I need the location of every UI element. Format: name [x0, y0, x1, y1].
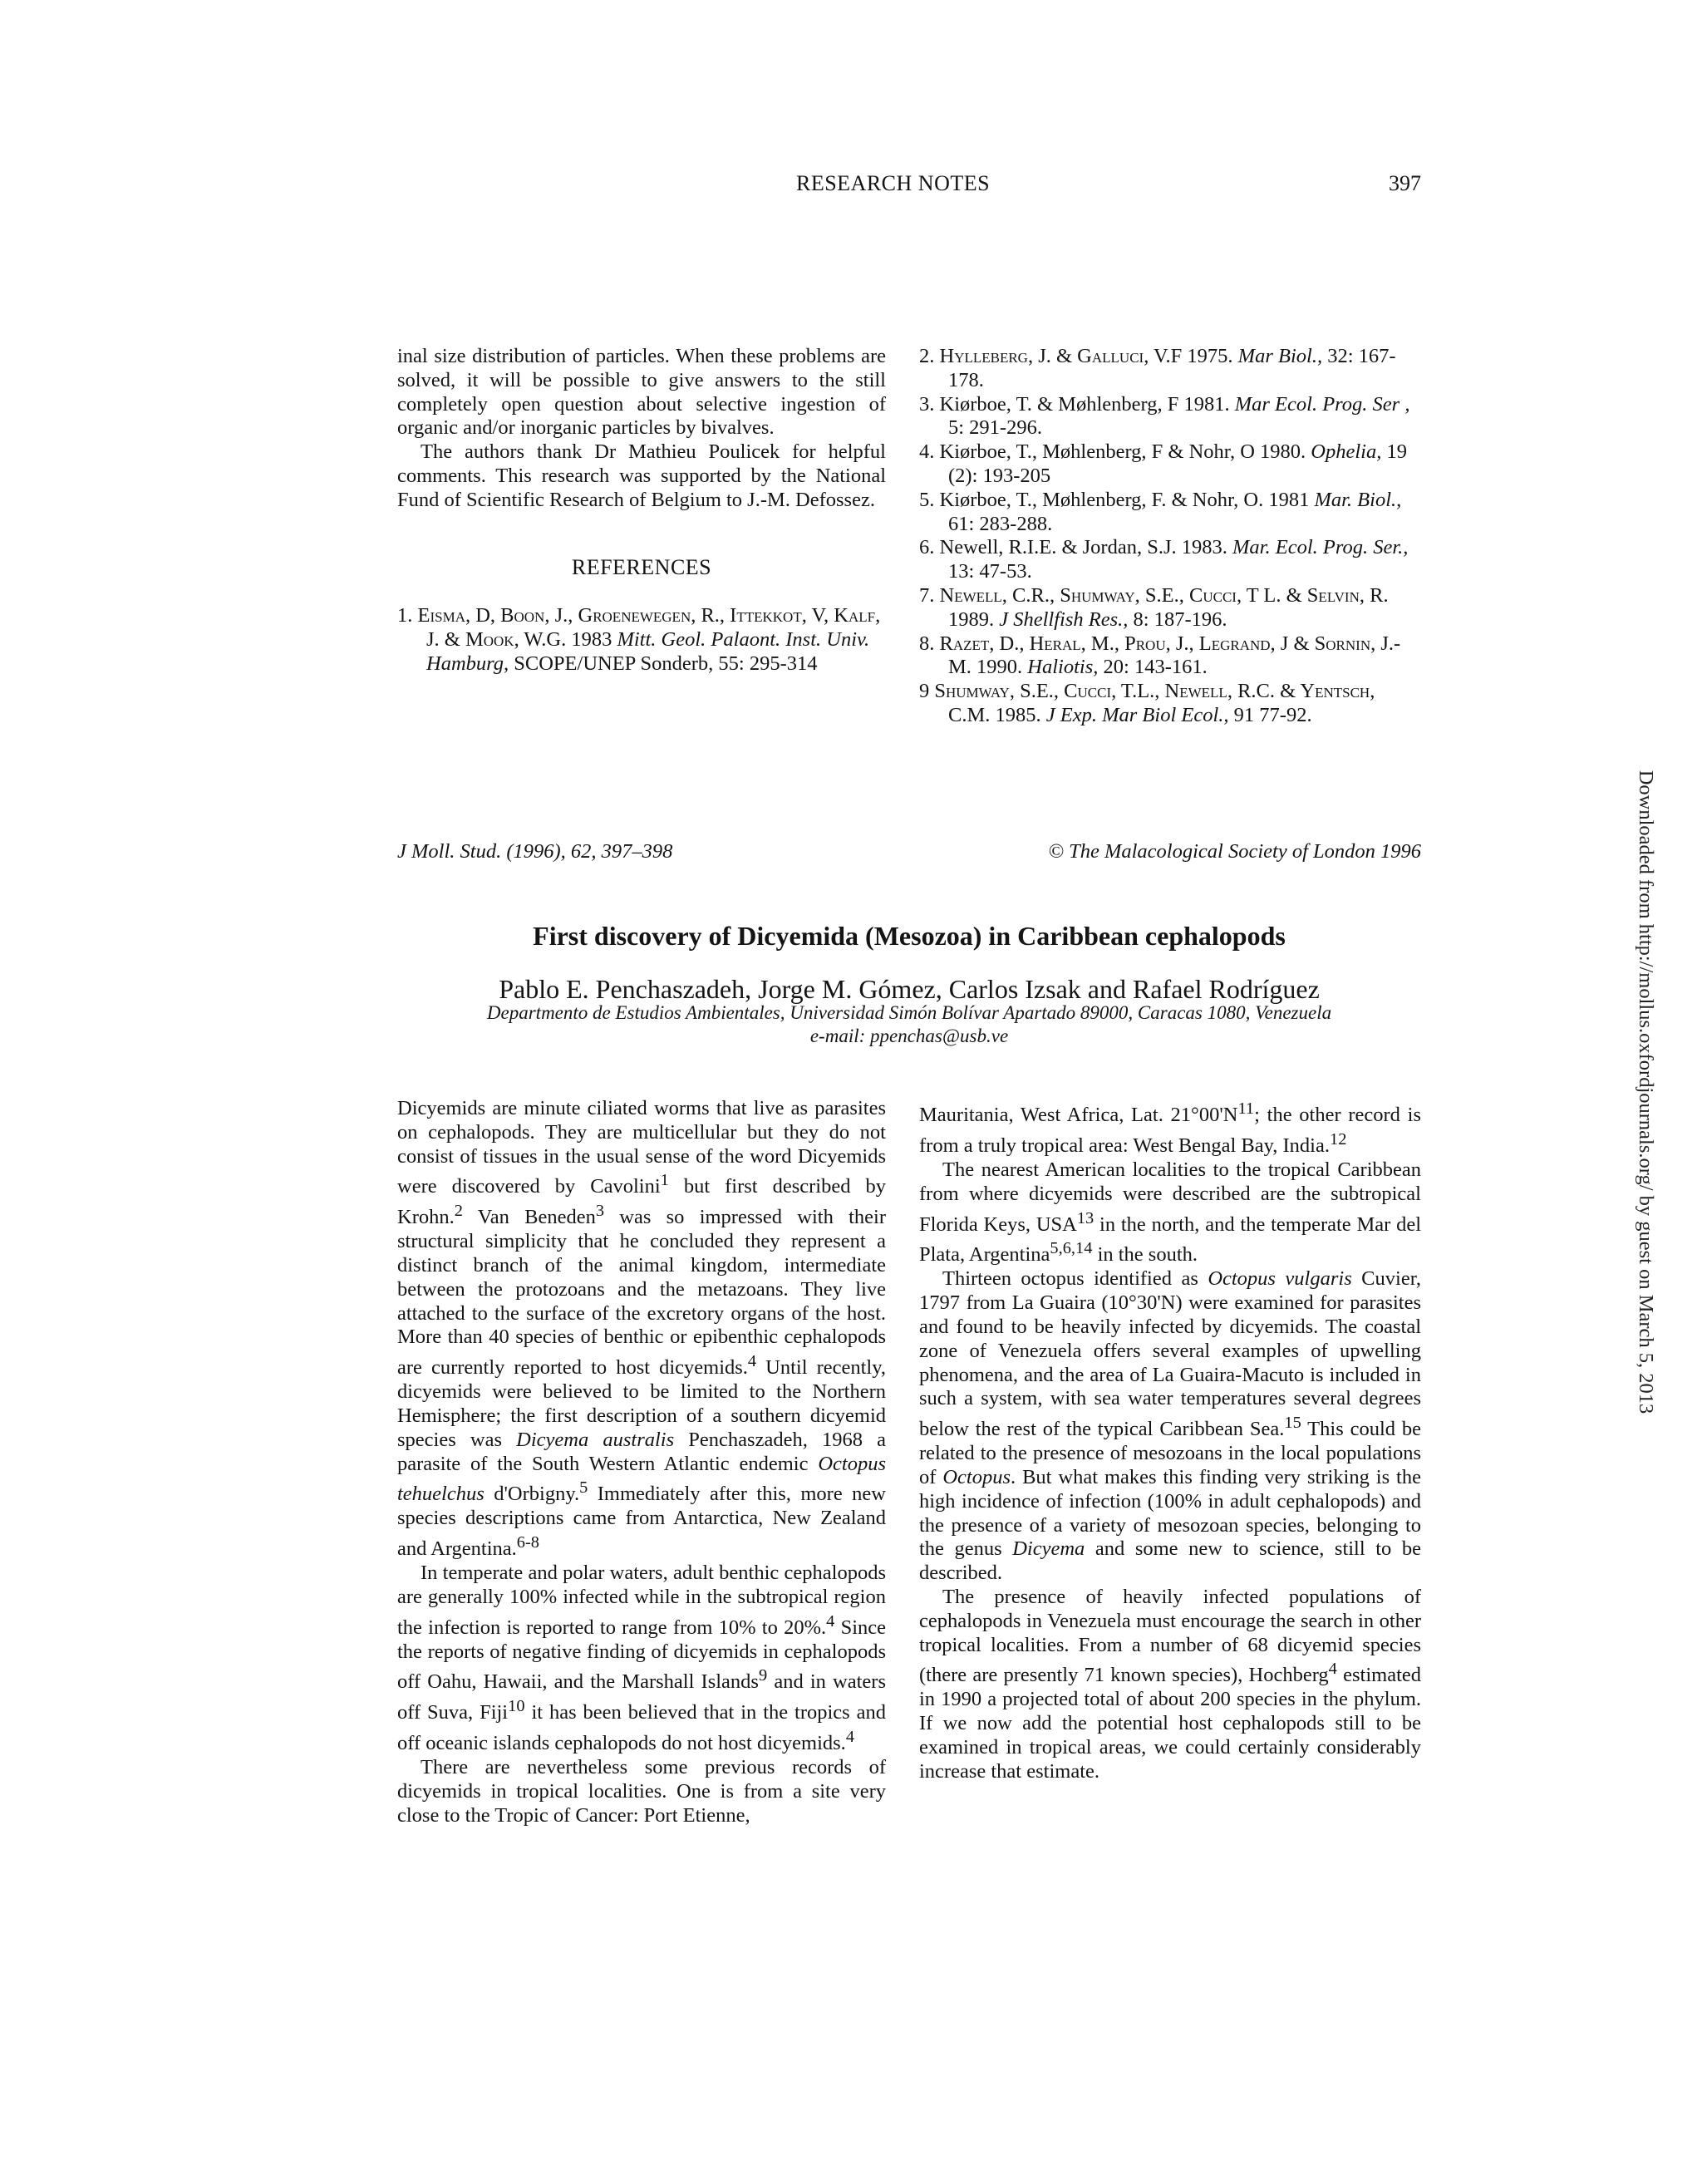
- journal-citation-line: [397, 840, 1421, 865]
- download-watermark-text: Downloaded from http://mollus.oxfordjournals.org/ by guest on March 5, 2013: [1635, 770, 1657, 1414]
- running-head: [397, 171, 1421, 196]
- references-right-column: [919, 345, 1421, 728]
- journal-citation: J Moll. Stud. (1996), 62, 397–398: [397, 840, 673, 863]
- body-paragraph: Thirteen octopus identified as Octopus vulgaris Cuvier, 1797 from La Guaira (10°30'N) were examined for parasites and found to be heavily infected by dicyemids. The coastal zone of Venezuela offers several examples of upwelling phenomena, and the area of La Guaira-Macuto is included in such a system, with sea water temperatures several degrees below the rest of the typical Caribbean Sea.$^{15}$ This could be related to the presence of mesozoans in the local populations of Octopus. But what makes this finding very striking is the high incidence of infection (100% in adult cephalopods) and the presence of a variety of mesozoan species, belonging to the genus Dicyema and some new to science, still to be described.: [919, 1267, 1422, 1585]
- previous-article-paragraph: inal size distribution of particles. When these problems are solved, it will be possible to give answers to the still completely open question about selective ingestion of organic and/or inorganic particles by bivalves.: [397, 345, 886, 440]
- copyright-notice: © The Malacological Society of London 1996: [1048, 840, 1421, 863]
- acknowledgements-paragraph: The authors thank Dr Mathieu Poulicek for helpful comments. This research was supported by the National Fund of Scientific Research of Belgium to J.-M. Defossez.: [397, 440, 886, 511]
- reference-item: 8. Razet, D., Heral, M., Prou, J., Legrand, J & Sornin, J.-M. 1990. Haliotis, 20: 143-161.: [919, 632, 1401, 679]
- page-number: 397: [1389, 171, 1421, 195]
- article-title: First discovery of Dicyemida (Mesozoa) in Caribbean cephalopods: [533, 921, 1286, 951]
- article-body-right-column: [919, 1097, 1421, 1783]
- body-paragraph: In temperate and polar waters, adult benthic cephalopods are generally 100% infected while in the subtropical region the infection is reported to range from 10% to 20%.$^4$ Since the reports of negative finding of dicyemids in cephalopods off Oahu, Hawaii, and the Marshall Islands$^9$ and in waters off Suva, Fiji$^{10}$ it has been believed that in the tropics and off oceanic islands cephalopods do not host dicyemids.$^4$: [397, 1562, 887, 1755]
- reference-item: 1. Eisma, D, Boon, J., Groenewegen, R., Ittekkot, V, Kalf, J. & Mook, W.G. 1983 Mitt. Geol. Palaont. Inst. Univ. Hamburg, SCOPE/UNEP Sonderb, 55: 295-314: [397, 604, 881, 675]
- body-paragraph: There are nevertheless some previous records of dicyemids in tropical localities. One is from a site very close to the Tropic of Cancer: Port Etienne,: [397, 1756, 886, 1827]
- reference-item: 6. Newell, R.I.E. & Jordan, S.J. 1983. Mar. Ecol. Prog. Ser., 13: 47-53.: [919, 536, 1409, 583]
- body-paragraph: Dicyemids are minute ciliated worms that live as parasites on cephalopods. They are multicellular but they do not consist of tissues in the usual sense of the word Dicyemids were discovered by Cavolini$^1$ but first described by Krohn.$^2$ Van Beneden$^3$ was so impressed with their structural simplicity that he concluded they represent a distinct branch of the animal kingdom, intermediate between the protozoans and the metazoans. They live attached to the surface of the excretory organs of the host. More than 40 species of benthic or epibenthic cephalopods are currently reported to host dicyemids.$^4$ Until recently, dicyemids were believed to be limited to the Northern Hemisphere; the first description of a southern dicyemid species was Dicyema australis Penchaszadeh, 1968 a parasite of the South Western Atlantic endemic Octopus tehuelchus d'Orbigny.$^5$ Immediately after this, more new species descriptions came from Antarctica, New Zealand and Argentina.$^{6-8}$: [397, 1097, 887, 1561]
- reference-item: 7. Newell, C.R., Shumway, S.E., Cucci, T L. & Selvin, R. 1989. J Shellfish Res., 8: 187-196.: [919, 583, 1389, 631]
- reference-item: 4. Kiørboe, T., Møhlenberg, F & Nohr, O 1980. Ophelia, 19 (2): 193-205: [919, 440, 1407, 487]
- previous-article-left-column: [397, 345, 886, 676]
- reference-item: 2. Hylleberg, J. & Galluci, V.F 1975. Mar Biol., 32: 167-178.: [919, 345, 1396, 391]
- references-heading: REFERENCES: [571, 554, 712, 579]
- author-affiliation: Departmento de Estudios Ambientales, Universidad Simón Bolívar Apartado 89000, Caracas 1080, Venezuela: [486, 1002, 1332, 1023]
- article-body-left-column: [397, 1097, 886, 1828]
- reference-item: 5. Kiørboe, T., Møhlenberg, F. & Nohr, O. 1981 Mar. Biol., 61: 283-288.: [919, 488, 1402, 535]
- article-authors: Pablo E. Penchaszadeh, Jorge M. Gómez, Carlos Izsak and Rafael Rodríguez: [499, 974, 1320, 1004]
- body-paragraph: The presence of heavily infected populations of cephalopods in Venezuela must encourage the search in other tropical localities. From a number of 68 dicyemid species (there are presently 71 known species), Hochberg$^4$ estimated in 1990 a projected total of about 200 species in the phylum. If we now add the potential host cephalopods still to be examined in tropical areas, we could certainly considerably increase that estimate.: [919, 1585, 1422, 1783]
- running-head-title: RESEARCH NOTES: [796, 171, 991, 195]
- reference-item: 9 Shumway, S.E., Cucci, T.L., Newell, R.C. & Yentsch, C.M. 1985. J Exp. Mar Biol Ecol., 91 77-92.: [919, 680, 1375, 726]
- body-paragraph: Mauritania, West Africa, Lat. $21^\circ 00'N^{11}$; the other record is from a truly tropical area: West Bengal Bay, India.$^{12}$: [919, 1099, 1421, 1158]
- body-paragraph: The nearest American localities to the tropical Caribbean from where dicyemids were described are the subtropical Florida Keys, USA$^{13}$ in the north, and the temperate Mar del Plata, Argentina$^{5,6,14}$ in the south.: [919, 1158, 1421, 1267]
- author-email: e-mail: ppenchas@usb.ve: [809, 1026, 1009, 1046]
- reference-item: 3. Kiørboe, T. & Møhlenberg, F 1981. Mar Ecol. Prog. Ser , 5: 291-296.: [919, 392, 1410, 440]
